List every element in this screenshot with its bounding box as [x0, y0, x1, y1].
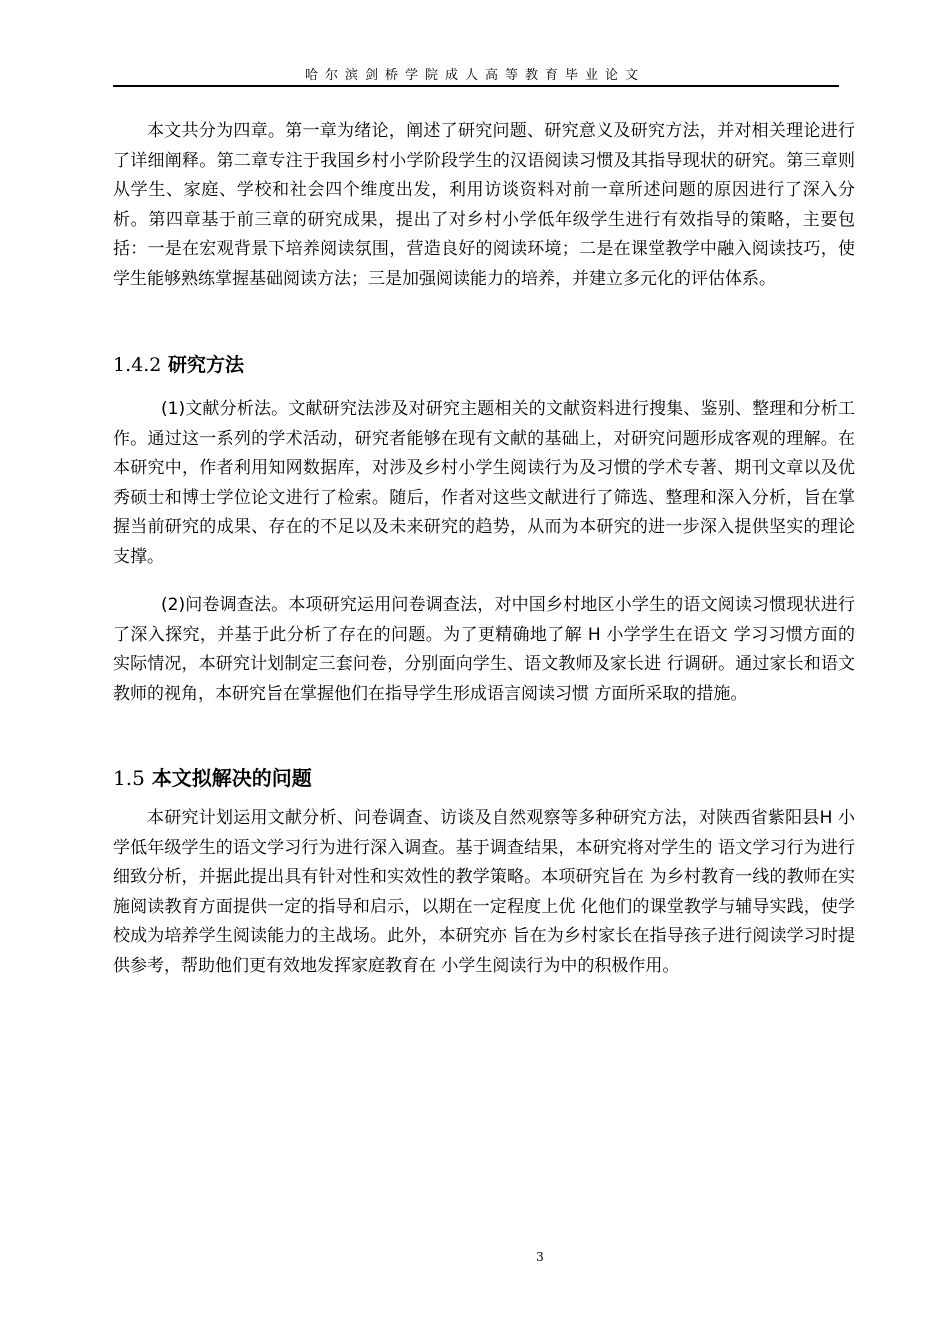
section-number: 1.5	[113, 766, 145, 790]
running-header: 哈尔滨剑桥学院成人高等教育毕业论文	[304, 68, 645, 83]
section-heading-1-5	[113, 764, 312, 792]
section-heading-1-4-2	[113, 352, 244, 378]
paragraph-literature-method: (1)文献分析法。文献研究法涉及对研究主题相关的文献资料进行搜集、鉴别、整理和分析工作。通过这一系列的学术活动，研究者能够在现有文献的基础上，对研究问题形成客观的理解。在本研究中，作者利用知网数据库，对涉及乡村小学生阅读行为及习惯的学术专著、期刊文章以及优秀硕士和博士学位论文进行了检索。随后，作者对这些文献进行了筛选、整理和深入分析，旨在掌握当前研究的成果、存在的不足以及未来研究的趋势，从而为本研究的进一步深入提供坚实的理论支撑。	[113, 399, 855, 567]
paragraph-research-problem: 本研究计划运用文献分析、问卷调查、访谈及自然观察等多种研究方法，对陕西省紫阳县H 小学低年级学生的语文学习行为进行深入调查。基于调查结果，本研究将对学生的 语文学习行为进行细致分析，并据此提出具有针对性和实效性的教学策略。本项研究旨在 为乡村教育一线的教师在实施阅读教育方面提供一定的指导和启示，以期在一定程度上优 化他们的课堂教学与辅导实践，使学校成为培养学生阅读能力的主战场。此外，本研究亦 旨在为乡村家长在指导孩子进行阅读学习时提供参考，帮助他们更有效地发挥家庭教育在 小学生阅读行为中的积极作用。	[113, 808, 855, 976]
page-number: 3	[536, 1250, 544, 1264]
paragraph-questionnaire-method: (2)问卷调查法。本项研究运用问卷调查法，对中国乡村地区小学生的语文阅读习惯现状进行了深入探究，并基于此分析了存在的问题。为了更精确地了解 H 小学学生在语文 学习习惯方面的实际情况，本研究计划制定三套问卷，分别面向学生、语文教师及家长进 行调研。通过家长和语文教师的视角，本研究旨在掌握他们在指导学生形成语言阅读习惯 方面所采取的措施。	[113, 595, 855, 704]
header-rule	[113, 85, 839, 87]
section-title: 本文拟解决的问题	[151, 766, 312, 790]
section-number: 1.4.2	[113, 354, 162, 376]
section-title: 研究方法	[167, 354, 244, 376]
paragraph-chapter-overview: 本文共分为四章。第一章为绪论，阐述了研究问题、研究意义及研究方法，并对相关理论进行了详细阐释。第二章专注于我国乡村小学阶段学生的汉语阅读习惯及其指导现状的研究。第三章则从学生、家庭、学校和社会四个维度出发，利用访谈资料对前一章所述问题的原因进行了深入分析。第四章基于前三章的研究成果，提出了对乡村小学低年级学生进行有效指导的策略，主要包括：一是在宏观背景下培养阅读氛围，营造良好的阅读环境；二是在课堂教学中融入阅读技巧，使学生能够熟练掌握基础阅读方法；三是加强阅读能力的培养，并建立多元化的评估体系。	[113, 121, 855, 289]
